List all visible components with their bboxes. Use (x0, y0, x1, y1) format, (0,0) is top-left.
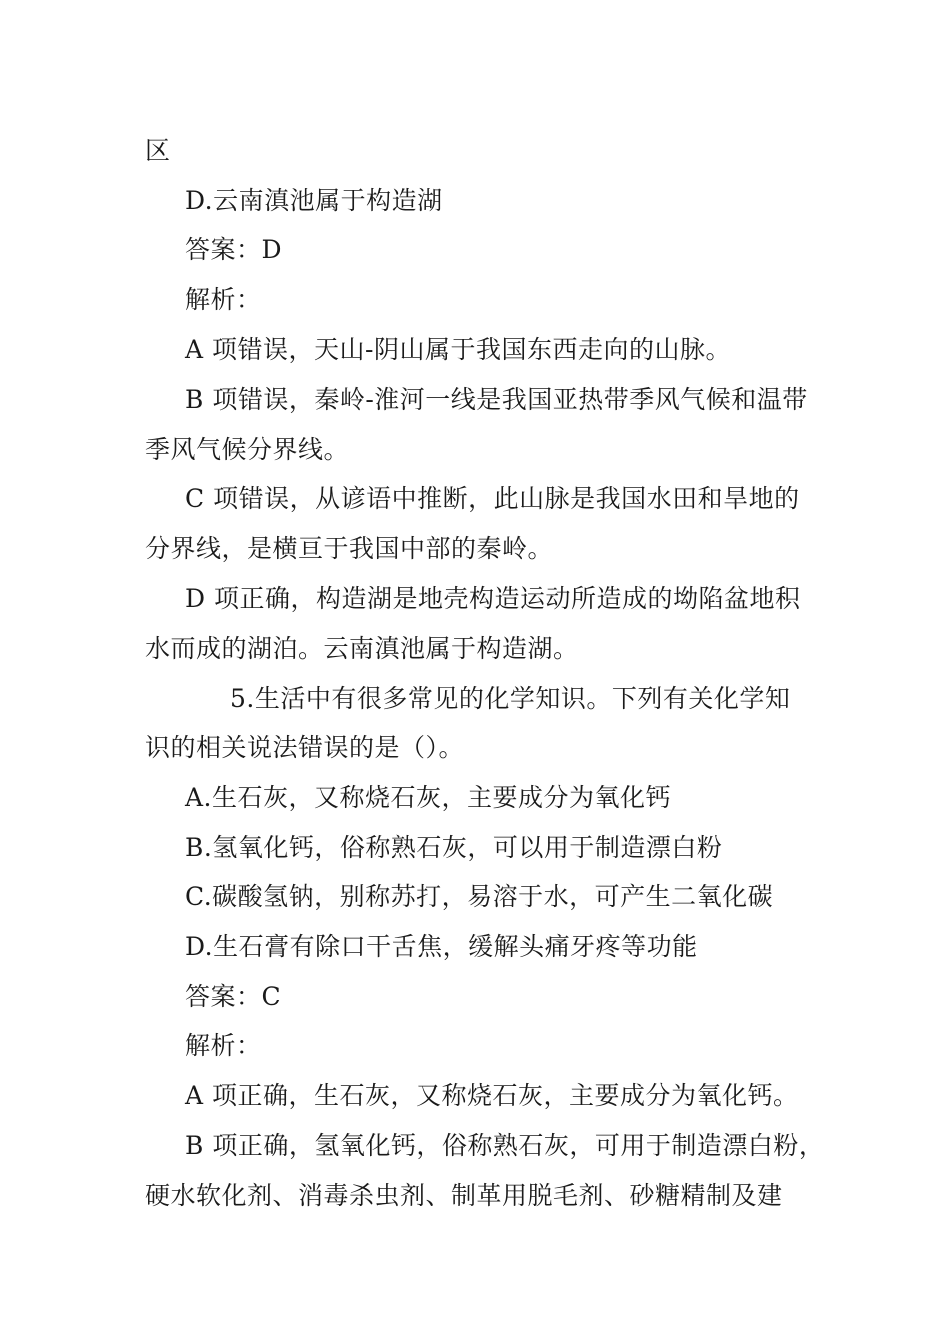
analysis-line: 季风气候分界线。 (145, 435, 350, 464)
option-line: D.生石膏有除口干舌焦，缓解头痛牙疼等功能 (185, 932, 698, 961)
analysis-line: D 项正确，构造湖是地壳构造运动所造成的坳陷盆地积 (185, 584, 801, 613)
question-line: 识的相关说法错误的是（）。 (145, 733, 465, 762)
analysis-line: A 项错误，天山-阴山属于我国东西走向的山脉。 (185, 335, 731, 364)
analysis-heading: 解析： (185, 1031, 262, 1060)
question-line: 5.生活中有很多常见的化学知识。下列有关化学知 (230, 684, 791, 713)
analysis-heading: 解析： (185, 285, 262, 314)
option-line: D.云南滇池属于构造湖 (185, 186, 443, 215)
analysis-line: B 项错误，秦岭-淮河一线是我国亚热带季风气候和温带 (185, 385, 808, 414)
analysis-line: B 项正确，氢氧化钙，俗称熟石灰，可用于制造漂白粉， (185, 1131, 825, 1160)
analysis-line: A 项正确，生石灰，又称烧石灰，主要成分为氧化钙。 (185, 1081, 799, 1110)
option-line: C.碳酸氢钠，别称苏打，易溶于水，可产生二氧化碳 (185, 882, 774, 911)
option-line: B.氢氧化钙，俗称熟石灰，可以用于制造漂白粉 (185, 833, 723, 862)
answer-line: 答案：C (185, 982, 282, 1011)
analysis-line: C 项错误，从谚语中推断，此山脉是我国水田和旱地的 (185, 484, 800, 513)
answer-line: 答案：D (185, 235, 283, 264)
text-line: 区 (145, 136, 171, 165)
analysis-line: 水而成的湖泊。云南滇池属于构造湖。 (145, 634, 579, 663)
analysis-line: 硬水软化剂、消毒杀虫剂、制革用脱毛剂、砂糖精制及建 (145, 1181, 783, 1210)
analysis-line: 分界线，是横亘于我国中部的秦岭。 (145, 534, 554, 563)
option-line: A.生石灰，又称烧石灰，主要成分为氧化钙 (185, 783, 672, 812)
